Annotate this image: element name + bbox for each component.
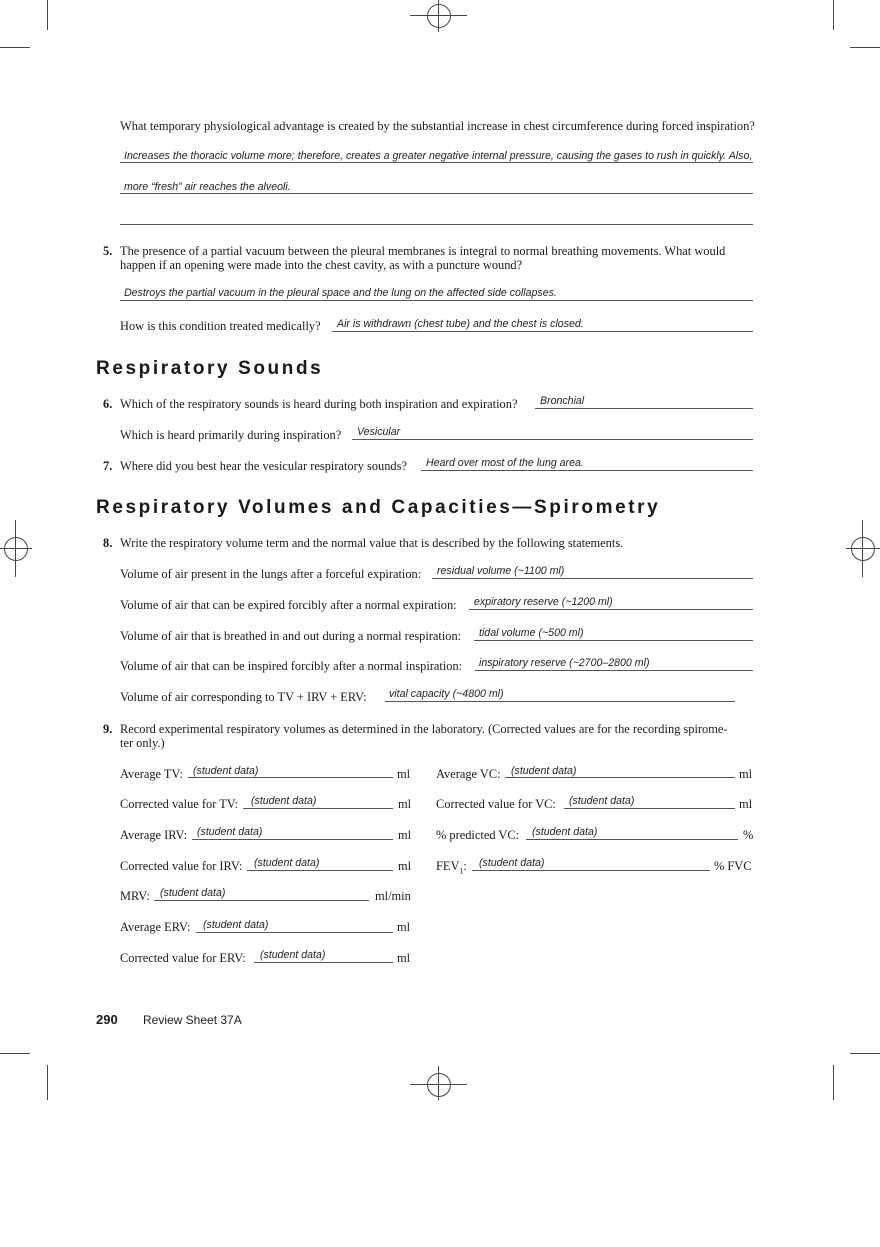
q9-left-answer-line[interactable] — [192, 839, 393, 840]
q9-left-label: Corrected value for TV: — [120, 797, 239, 811]
q9-left-label: MRV: — [120, 889, 150, 903]
q9-left-answer-line[interactable] — [196, 932, 393, 933]
q8-item-label: Volume of air that can be inspired forcibly after a normal inspiration: — [120, 659, 463, 673]
q9-right-unit: ml — [739, 767, 753, 781]
q9-left-answer: (student data) — [203, 919, 269, 931]
q9-question-2: ter only.) — [120, 736, 165, 750]
q9-question-1: Record experimental respiratory volumes as determined in the laboratory. (Corrected values are for the recording spirome- — [120, 722, 728, 736]
q9-left-answer: (student data) — [160, 887, 226, 899]
q9-left-unit: ml — [397, 767, 411, 781]
q8-item-answer: vital capacity (~4800 ml) — [389, 688, 504, 700]
fev-label: FEV — [436, 859, 460, 873]
q6-followup-question: Which is heard primarily during inspiration? — [120, 428, 342, 442]
q9-left-answer: (student data) — [197, 826, 263, 838]
fev-colon: : — [463, 859, 467, 873]
q8-item-answer-line[interactable] — [469, 609, 753, 610]
section-title-respiratory-volumes: Respiratory Volumes and Capacities—Spirometry — [96, 497, 661, 518]
q9-left-unit: ml/min — [375, 889, 411, 903]
q8-item-label: Volume of air that is breathed in and out during a normal respiration: — [120, 629, 462, 643]
q8-item-label: Volume of air that can be expired forcibly after a normal expiration: — [120, 598, 457, 612]
q9-left-unit: ml — [397, 951, 411, 965]
q9-right-label: % predicted VC: — [436, 828, 520, 842]
q9-left-label: Corrected value for IRV: — [120, 859, 243, 873]
q9-right-unit: % FVC — [714, 859, 752, 873]
q8-item-answer: inspiratory reserve (~2700–2800 ml) — [479, 657, 650, 669]
q8-number: 8. — [103, 536, 113, 550]
q8-item-answer-line[interactable] — [474, 640, 753, 641]
q6-answer-line[interactable] — [535, 408, 753, 409]
q6-question: Which of the respiratory sounds is heard during both inspiration and expiration? — [120, 397, 518, 411]
q9-left-unit: ml — [398, 859, 412, 873]
q5-question-1: The presence of a partial vacuum between the pleural membranes is integral to normal breathing movements. What would — [120, 244, 726, 258]
q6-followup-answer-line[interactable] — [352, 439, 753, 440]
q9-right-answer-line[interactable] — [505, 777, 735, 778]
q7-answer-line[interactable] — [421, 470, 753, 471]
q9-right-answer-line[interactable] — [472, 870, 710, 871]
page-number: 290 — [96, 1012, 118, 1027]
q4-question: What temporary physiological advantage is created by the substantial increase in chest circumference during forced inspiration? — [120, 119, 755, 133]
q9-right-unit: ml — [739, 797, 753, 811]
q6-answer: Bronchial — [540, 395, 585, 407]
q9-right-label: Average VC: — [436, 767, 501, 781]
q4-answer-1: Increases the thoracic volume more; therefore, creates a greater negative internal pressure, causing the gases to rush in quickly. Also, — [124, 150, 753, 162]
q4-answer-line-2[interactable] — [120, 193, 753, 194]
q9-left-answer-line[interactable] — [247, 870, 393, 871]
q9-left-unit: ml — [398, 797, 412, 811]
footer-title: Review Sheet 37A — [143, 1013, 242, 1027]
q9-right-answer: (student data) — [479, 857, 545, 869]
q9-left-answer-line[interactable] — [154, 900, 369, 901]
q6-followup-answer: Vesicular — [357, 426, 401, 438]
q9-right-answer: (student data) — [511, 765, 577, 777]
q8-item-answer-line[interactable] — [432, 578, 753, 579]
q9-left-label: Corrected value for ERV: — [120, 951, 246, 965]
q9-left-answer-line[interactable] — [188, 777, 393, 778]
q9-left-unit: ml — [398, 828, 412, 842]
q4-answer-2: more “fresh” air reaches the alveoli. — [124, 181, 291, 193]
q9-right-label: Corrected value for VC: — [436, 797, 556, 811]
q5-followup-answer-line[interactable] — [332, 331, 753, 332]
q4-answer-line-3[interactable] — [120, 224, 753, 225]
section-title-respiratory-sounds: Respiratory Sounds — [96, 358, 324, 379]
q8-item-label: Volume of air present in the lungs after a forceful expiration: — [120, 567, 422, 581]
q8-item-label: Volume of air corresponding to TV + IRV + ERV: — [120, 690, 367, 704]
q9-left-answer-line[interactable] — [254, 962, 393, 963]
q4-answer-line-1[interactable] — [120, 162, 753, 163]
q9-left-answer: (student data) — [251, 795, 317, 807]
q9-left-label: Average TV: — [120, 767, 183, 781]
q6-number: 6. — [103, 397, 113, 411]
q9-left-answer-line[interactable] — [243, 808, 393, 809]
q9-right-label — [436, 859, 467, 878]
q5-number: 5. — [103, 244, 113, 258]
fev-subscript: 1 — [459, 866, 464, 876]
q9-left-answer: (student data) — [254, 857, 320, 869]
q7-question: Where did you best hear the vesicular respiratory sounds? — [120, 459, 407, 473]
q8-question: Write the respiratory volume term and the normal value that is described by the following statements. — [120, 536, 624, 550]
q9-right-answer-line[interactable] — [526, 839, 738, 840]
q5-answer: Destroys the partial vacuum in the pleural space and the lung on the affected side collapses. — [124, 287, 557, 299]
q9-left-label: Average IRV: — [120, 828, 188, 842]
q8-item-answer: expiratory reserve (~1200 ml) — [474, 596, 613, 608]
q5-followup-answer: Air is withdrawn (chest tube) and the chest is closed. — [337, 318, 584, 330]
q9-right-answer: (student data) — [569, 795, 635, 807]
q9-left-answer: (student data) — [260, 949, 326, 961]
q7-number: 7. — [103, 459, 113, 473]
q9-number: 9. — [103, 722, 113, 736]
q8-item-answer-line[interactable] — [385, 701, 735, 702]
q8-item-answer-line[interactable] — [475, 670, 753, 671]
q9-right-unit: % — [743, 828, 754, 842]
q8-item-answer: residual volume (~1100 ml) — [437, 565, 565, 577]
q9-left-unit: ml — [397, 920, 411, 934]
q7-answer: Heard over most of the lung area. — [426, 457, 584, 469]
q9-left-answer: (student data) — [193, 765, 259, 777]
q9-left-label: Average ERV: — [120, 920, 191, 934]
q9-right-answer: (student data) — [532, 826, 598, 838]
q8-item-answer: tidal volume (~500 ml) — [479, 627, 584, 639]
q5-followup-question: How is this condition treated medically? — [120, 319, 321, 333]
q5-answer-line[interactable] — [120, 300, 753, 301]
q9-right-answer-line[interactable] — [564, 808, 735, 809]
q5-question-2: happen if an opening were made into the chest cavity, as with a puncture wound? — [120, 258, 523, 272]
